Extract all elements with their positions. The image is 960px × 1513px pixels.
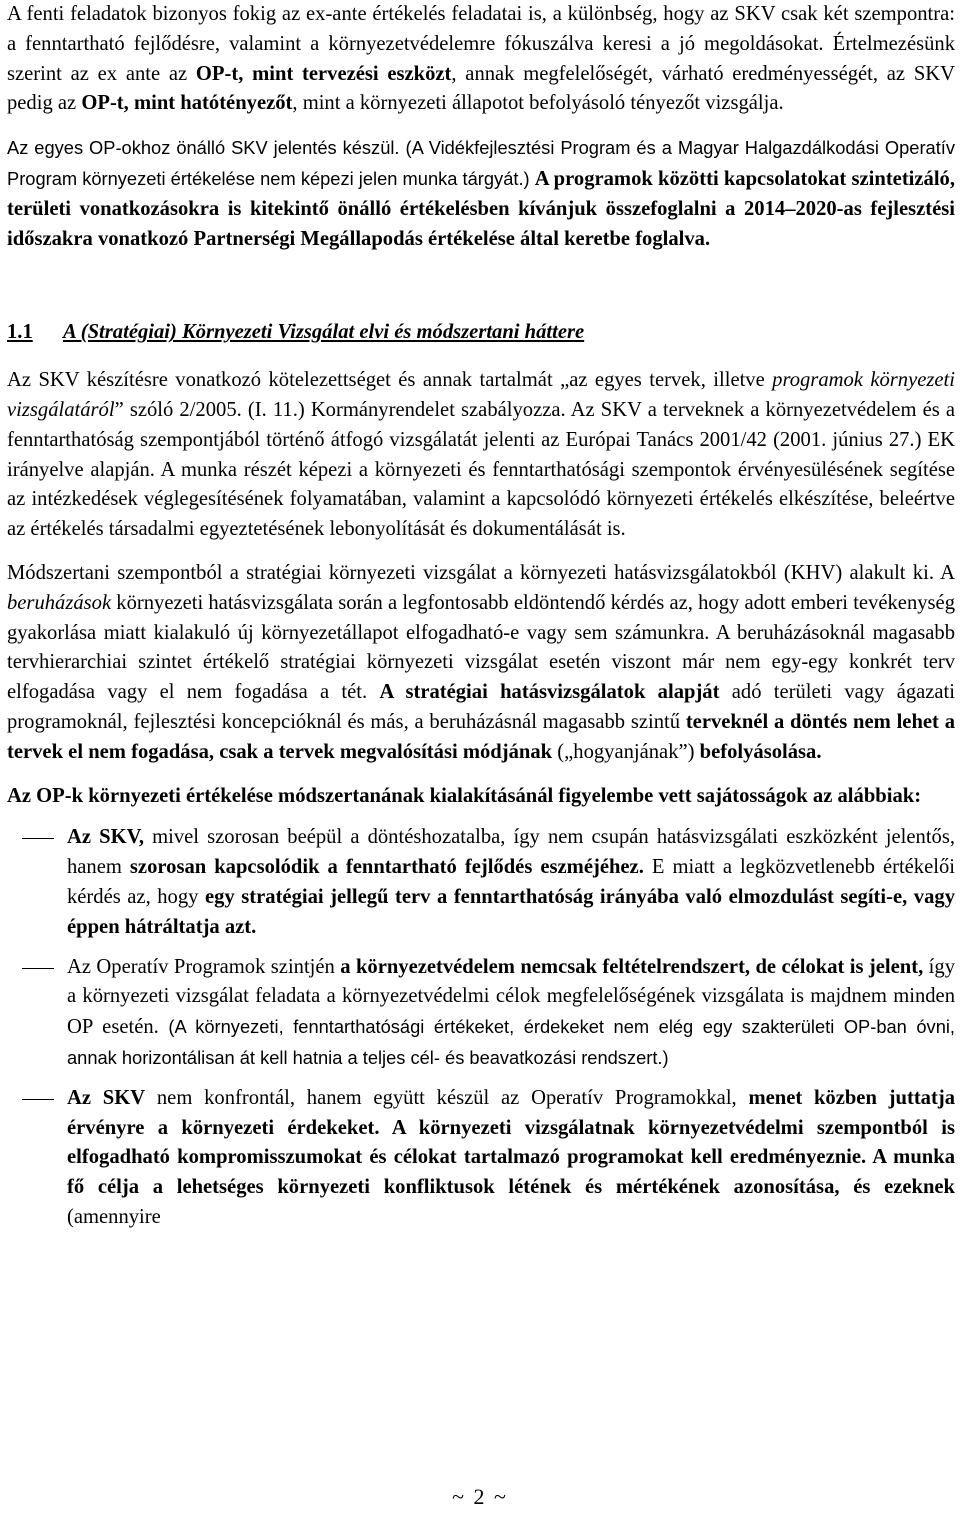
op-specifics-intro [7, 782, 955, 812]
text-run: Az Operatív Programok szintjén [67, 955, 341, 978]
text-run: a környezetvédelem nemcsak feltételrendszert, de célokat is jelent, [340, 955, 924, 978]
text-run: Az SKV készítésre vonatkozó kötelezettséget és annak tartalmát „az egyes tervek, illetve [7, 369, 773, 392]
list-item-text [67, 953, 955, 1074]
text-run: OP-t, mint hatótényezőt [81, 92, 293, 115]
text-run: egy stratégiai jellegű terv a fenntarthatóság irányába való elmozdulást segíti-e, vagy éppen hátráltatja azt. [67, 885, 955, 938]
text-run: Az SKV, [67, 826, 144, 849]
text-run: , mint a környezeti állapotot befolyásoló tényezőt vizsgálja. [292, 92, 784, 115]
dash-bullet-icon [7, 1084, 67, 1233]
specifics-list [7, 823, 955, 1232]
list-item [7, 1084, 955, 1233]
page-number: ~ 2 ~ [452, 1484, 508, 1509]
text-run: (amennyire [67, 1205, 161, 1228]
separate-reports-paragraph [7, 133, 955, 254]
text-run: környezeti hatásvizsgálata során a legfontosabb eldöntendő kérdés az, hogy adott emberi tevékenység gyakorlása miatt kialakuló új környezetállapot elfogadható-e vagy sem számunkra. A beruházásoknál magasabb tervhierarchiai szintet értékelő stratégiai környezeti vizsgálat esetén viszont már nem egy-egy konkrét terv elfogadása vagy el nem fogadása a tét. [7, 591, 955, 704]
text-run: Értelmezésünk szerint az ex ante az [7, 32, 955, 85]
section-title: A (Stratégiai) Környezeti Vizsgálat elvi és módszertani háttere [63, 321, 585, 344]
list-item [7, 823, 955, 942]
text-run: , annak megfelelőségét, várható eredményességét, az SKV pedig az [7, 62, 956, 115]
list-item-text [67, 1084, 955, 1233]
document-page [7, 0, 955, 1243]
text-run: adó területi vagy ágazati programoknál, fejlesztési koncepcióknál és más, a beruházásnál magasabb szintű [7, 681, 955, 733]
list-item [7, 953, 955, 1074]
dash-bullet-icon [7, 823, 67, 942]
text-run: Az OP-k környezeti értékelése módszertanának kialakításánál figyelembe vett sajátosságok az alábbiak: [7, 784, 922, 807]
text-run: programok környezeti vizsgálatáról [7, 369, 955, 421]
text-run: („hogyanjának”) [552, 740, 700, 763]
section-heading [7, 318, 955, 348]
text-run: A programok közötti kapcsolatokat szintetizáló, területi vonatkozásokra is kitekintő önálló értékelésben kívánjuk összefoglalni a 2014–2020-as fejlesztési időszakra vonatkozó Partnerségi Megállapodás értékelése által keretbe foglalva. [7, 167, 956, 250]
list-item-text [67, 823, 955, 942]
text-run: nem konfrontál, hanem együtt készül az Operatív Programokkal, [145, 1086, 749, 1109]
intro-paragraph [7, 0, 955, 119]
section-number: 1.1 [7, 321, 33, 344]
text-run: E miatt a legközvetlenebb értékelői kérdés az, hogy [67, 856, 955, 908]
text-run: így a környezeti vizsgálat feladata a környezetvédelmi célok megfelelőségének vizsgálata is majdnem minden OP esetén. [67, 955, 955, 1039]
text-run: A fenti feladatok bizonyos fokig az ex-ante értékelés feladatai is, a különbség, hogy az SKV csak két szempontra: a fenntartható fejlődésre, valamint a környezetvédelemre fókuszálva keresi a jó megoldásokat. [7, 3, 955, 55]
text-run: (A környezeti, fenntarthatósági értékeket, érdekeket nem elég egy szakterületi OP-ban óvni, annak horizontálisan át kell hatnia a teljes cél- és beavatkozási rendszert.) [67, 1016, 955, 1068]
text-run: terveknél a döntés nem lehet a tervek el nem fogadása, csak a tervek megvalósítási módjának [7, 710, 955, 763]
text-run: beruházások [7, 591, 112, 614]
text-run: szorosan kapcsolódik a fenntartható fejlődés eszméjéhez. [129, 856, 644, 879]
methodology-paragraph [7, 559, 955, 768]
text-run: Az egyes OP-okhoz önálló SKV jelentés készül. (A Vidékfejlesztési Program és a Magyar Halgazdálkodási Operatív Program környezeti értékelése nem képezi jelen munka tárgyát.) [7, 137, 955, 189]
text-run: ” szóló 2/2005. (I. 11.) Kormányrendelet szabályozza. Az SKV a terveknek a környezetvédelem és a fenntarthatóság szempontjából történő átfogó vizsgálatát jelenti az Európai Tanács 2001/42 (2001. június 27.) EK irányelve alapján. A munka részét képezi a környezeti és fenntarthatósági szempontok érvényesülésének segítése az intézkedések véglegesítésének folyamatában, valamint a kapcsolódó környezeti értékelés elkészítése, beleértve az értékelés társadalmi egyeztetésének lebonyolítását és dokumentálását is. [7, 398, 955, 541]
text-run: A stratégiai hatásvizsgálatok alapját [379, 681, 720, 704]
text-run: menet közben juttatja érvényre a környezeti érdekeket. A környezeti vizsgálatnak környezetvédelmi szempontból is elfogadható kompromisszumokat és célokat tartalmazó programokat kell eredményeznie. A munka fő célja a lehetséges környezeti konfliktusok létének és mértékének azonosítása, és ezeknek [67, 1086, 955, 1199]
text-run: Módszertani szempontból a stratégiai környezeti vizsgálat a környezeti hatásvizsgálatokból (KHV) alakult ki. A [7, 561, 955, 584]
text-run: mivel szorosan beépül a döntéshozatalba, így nem csupán hatásvizsgálati eszközként jelentős, hanem [67, 826, 956, 879]
dash-bullet-icon [7, 953, 67, 1074]
text-run: befolyásolása. [699, 740, 822, 763]
text-run: OP-t, mint tervezési eszközt [195, 62, 452, 85]
legal-basis-paragraph [7, 366, 955, 545]
text-run: Az SKV [67, 1086, 146, 1109]
